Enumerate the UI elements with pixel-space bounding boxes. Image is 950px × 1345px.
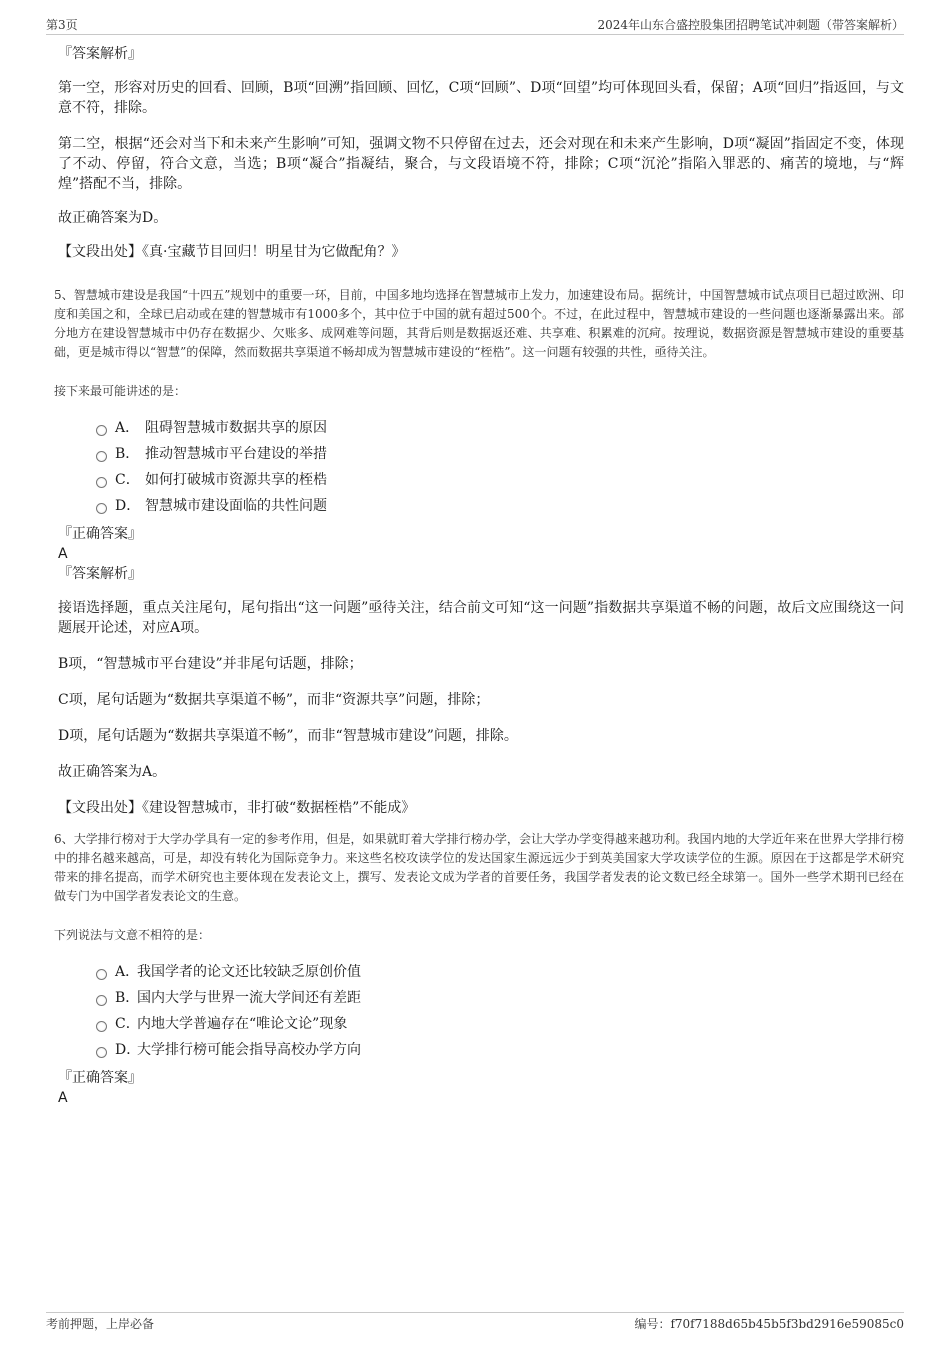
option-b[interactable] [96, 440, 904, 466]
footer-slogan: 考前押题，上岸必备 [46, 1317, 155, 1331]
analysis-paragraph: D项，尾句话题为“数据共享渠道不畅”，而非“智慧城市建设”问题，排除。 [58, 728, 518, 744]
option-letter: C． [115, 472, 140, 488]
radio-button[interactable] [96, 425, 107, 436]
question-5-text: 5、智慧城市建设是我国“十四五”规划中的重要一环，目前，中国多地均选择在智慧城市上发力，加速建设布局。据统计，中国智慧城市试点项目已超过欧洲、印度和美国之和，全球已启动或在建的智慧城市有1000多个，其中位于中国的就有超过500个。不过，在此过程中，智慧城市建设的一些问题也逐渐暴露出来。部分地方在建设智慧城市中仍存在数据少、欠账多、成网难等问题，其背后则是数据返还难、共享难、积累难的沉疴。按理说，数据资源是智慧城市建设的重要基础，更是城市得以“智慧”的保障，然而数据共享渠道不畅却成为智慧城市建设的“桎梏”。这一问题有较强的共性，亟待关注。 [54, 288, 904, 359]
option-b[interactable] [96, 984, 904, 1010]
page-number: 第3页 [46, 18, 78, 32]
radio-button[interactable] [96, 969, 107, 980]
analysis-paragraph: 接语选择题，重点关注尾句，尾句指出“这一问题”亟待关注，结合前文可知“这一问题”指数据共享渠道不畅的问题，故后文应围绕这一问题展开论述，对应A项。 [58, 600, 904, 636]
radio-button[interactable] [96, 477, 107, 488]
option-letter: D． [115, 1042, 141, 1058]
analysis-paragraph: C项，尾句话题为“数据共享渠道不畅”，而非“资源共享”问题，排除； [58, 692, 490, 708]
correct-answer-statement: 故正确答案为D。 [58, 210, 168, 226]
source-citation: 【文段出处】《建设智慧城市，非打破“数据桎梏”不能成》 [58, 800, 416, 816]
option-c[interactable] [96, 466, 904, 492]
option-text: 国内大学与世界一流大学间还有差距 [137, 990, 361, 1006]
option-text: 内地大学普遍存在“唯论文论”现象 [137, 1016, 348, 1032]
correct-answer-label: 『正确答案』 [58, 526, 142, 542]
analysis-paragraph: 第一空，形容对历史的回看、回顾，B项“回溯”指回顾、回忆，C项“回顾”、D项“回望”均可体现回头看，保留；A项“回归”指返回，与文意不符，排除。 [58, 80, 904, 116]
option-text: 如何打破城市资源共享的桎梏 [145, 472, 327, 488]
correct-answer-label: 『正确答案』 [58, 1070, 142, 1086]
option-d[interactable] [96, 1036, 904, 1062]
correct-answer-value: A [58, 546, 68, 562]
page-header [46, 14, 904, 35]
question-5-prompt: 接下来最可能讲述的是： [54, 384, 187, 398]
option-text: 智慧城市建设面临的共性问题 [145, 498, 327, 514]
analysis-paragraph: B项，“智慧城市平台建设”并非尾句话题，排除； [58, 656, 363, 672]
correct-answer-statement: 故正确答案为A。 [58, 764, 167, 780]
page-footer [46, 1312, 904, 1335]
analysis-label: 『答案解析』 [58, 566, 142, 582]
option-a[interactable] [96, 414, 904, 440]
source-citation: 【文段出处】《真·宝藏节目回归！明星甘为它做配角？》 [58, 244, 406, 260]
radio-button[interactable] [96, 503, 107, 514]
option-c[interactable] [96, 1010, 904, 1036]
option-d[interactable] [96, 492, 904, 518]
question-6-options [96, 958, 904, 1062]
option-a[interactable] [96, 958, 904, 984]
option-letter: A． [115, 420, 140, 436]
radio-button[interactable] [96, 1047, 107, 1058]
document-code: 编号：f70f7188d65b45b5f3bd2916e59085c0 [634, 1317, 904, 1331]
question-6-prompt: 下列说法与文意不相符的是： [54, 928, 211, 942]
option-letter: C． [115, 1016, 140, 1032]
document-title: 2024年山东合盛控股集团招聘笔试冲刺题（带答案解析） [597, 18, 904, 32]
radio-button[interactable] [96, 995, 107, 1006]
question-5-options [96, 414, 904, 518]
analysis-paragraph: 第二空，根据“还会对当下和未来产生影响”可知，强调文物不只停留在过去，还会对现在和未来产生影响，D项“凝固”指固定不变，体现了不动、停留，符合文意，当选；B项“凝合”指凝结，聚合，与文段语境不符，排除；C项“沉沦”指陷入罪恶的、痛苦的境地，与“辉煌”搭配不当，排除。 [58, 136, 904, 192]
option-text: 推动智慧城市平台建设的举措 [145, 446, 327, 462]
option-letter: D． [115, 498, 141, 514]
question-6-text: 6、大学排行榜对于大学办学具有一定的参考作用，但是，如果就盯着大学排行榜办学，会让大学办学变得越来越功利。我国内地的大学近年来在世界大学排行榜中的排名越来越高，可是，却没有转化为国际竞争力。来这些名校攻读学位的发达国家生源远远少于到英美国家大学攻读学位的生源。原因在于这都是学术研究带来的排名提高，而学术研究也主要体现在发表论文上，撰写、发表论文成为学者的首要任务，我国学者发表的论文数已经全球第一。国外一些学术期刊已经在做专门为中国学者发表论文的生意。 [54, 832, 904, 903]
radio-button[interactable] [96, 451, 107, 462]
page-content [54, 44, 904, 1108]
option-text: 阻碍智慧城市数据共享的原因 [145, 420, 327, 436]
option-text: 我国学者的论文还比较缺乏原创价值 [137, 964, 361, 980]
option-text: 大学排行榜可能会指导高校办学方向 [137, 1042, 361, 1058]
radio-button[interactable] [96, 1021, 107, 1032]
option-letter: A． [115, 964, 140, 980]
correct-answer-value: A [58, 1090, 68, 1106]
analysis-label: 『答案解析』 [58, 46, 142, 62]
option-letter: B． [115, 990, 140, 1006]
option-letter: B． [115, 446, 140, 462]
